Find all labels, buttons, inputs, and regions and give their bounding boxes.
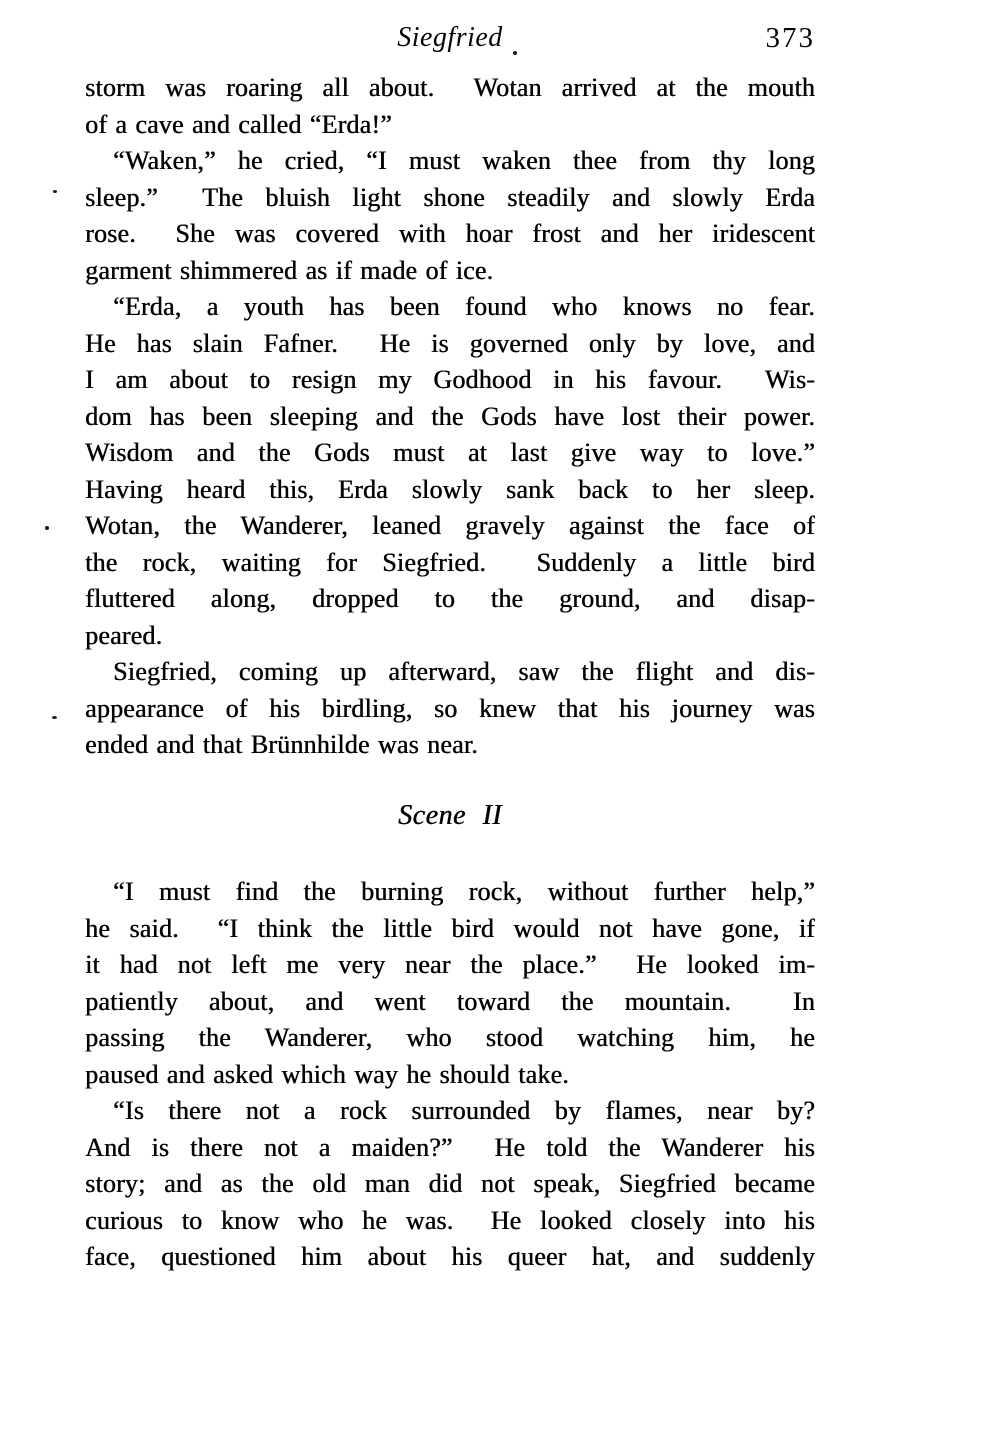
paragraph — [85, 874, 815, 1093]
scan-speck — [45, 526, 49, 530]
text-line: story; and as the old man did not speak, Siegfried became — [85, 1169, 815, 1198]
text-line: it had not left me very near the place.” He looked im- — [85, 950, 815, 979]
text-line: he said. “I think the little bird would not have gone, if — [85, 913, 815, 943]
text-line: Wotan, the Wanderer, leaned gravely against the face of — [85, 511, 815, 540]
text-line: “I must find the burning rock, without further help,” — [113, 877, 815, 906]
paragraph — [85, 70, 815, 143]
text-line: Wisdom and the Gods must at last give way to love.” — [85, 438, 815, 467]
text-line: storm was roaring all about. Wotan arrived at the mouth — [85, 73, 815, 102]
text-line: garment shimmered as if made of ice. — [85, 255, 494, 285]
text-line: face, questioned him about his queer hat, and suddenly — [85, 1242, 815, 1271]
scan-speck — [52, 716, 57, 719]
text-line: Siegfried, coming up afterward, saw the flight and dis- — [113, 657, 815, 686]
text-line: paused and asked which way he should take. — [85, 1059, 569, 1089]
scene-heading: Scene II — [398, 799, 502, 831]
paragraph — [85, 289, 815, 654]
text-line: of a cave and called “Erda!” — [85, 109, 392, 139]
scene-1-text — [85, 70, 815, 764]
scene-2-text — [85, 874, 815, 1276]
text-line: dom has been sleeping and the Gods have lost their power. — [85, 401, 815, 431]
text-line: “Waken,” he cried, “I must waken thee from thy long — [113, 146, 815, 175]
text-line: fluttered along, dropped to the ground, and disap- — [85, 584, 815, 613]
text-line: appearance of his birdling, so knew that his journey was — [85, 693, 815, 723]
scan-speck — [513, 51, 517, 55]
text-line: ended and that Brünnhilde was near. — [85, 730, 478, 759]
paragraph — [85, 654, 815, 764]
text-line: Having heard this, Erda slowly sank back to her sleep. — [85, 474, 815, 504]
text-line: curious to know who he was. He looked closely into his — [85, 1205, 815, 1235]
text-line: the rock, waiting for Siegfried. Suddenly a little bird — [85, 547, 815, 577]
text-line: He has slain Fafner. He is governed only by love, and — [85, 328, 815, 358]
text-line: And is there not a maiden?” He told the Wanderer his — [85, 1132, 815, 1162]
text-line: rose. She was covered with hoar frost and her iridescent — [85, 219, 815, 248]
paragraph — [85, 1093, 815, 1276]
page-content — [85, 16, 815, 1276]
text-line: passing the Wanderer, who stood watching him, he — [85, 1023, 815, 1052]
text-line: “Is there not a rock surrounded by flames, near by? — [113, 1096, 815, 1125]
running-header-title: Siegfried — [397, 22, 503, 53]
page-text — [85, 70, 815, 1276]
scan-speck — [53, 190, 57, 193]
text-line: “Erda, a youth has been found who knows no fear. — [113, 292, 815, 321]
text-line: peared. — [85, 620, 163, 650]
running-header — [85, 16, 815, 60]
paragraph — [85, 143, 815, 289]
page-number: 373 — [765, 22, 815, 54]
text-line: sleep.” The bluish light shone steadily and slowly Erda — [85, 182, 815, 212]
text-line: patiently about, and went toward the mountain. In — [85, 986, 815, 1016]
text-line: I am about to resign my Godhood in his favour. Wis- — [85, 365, 815, 394]
